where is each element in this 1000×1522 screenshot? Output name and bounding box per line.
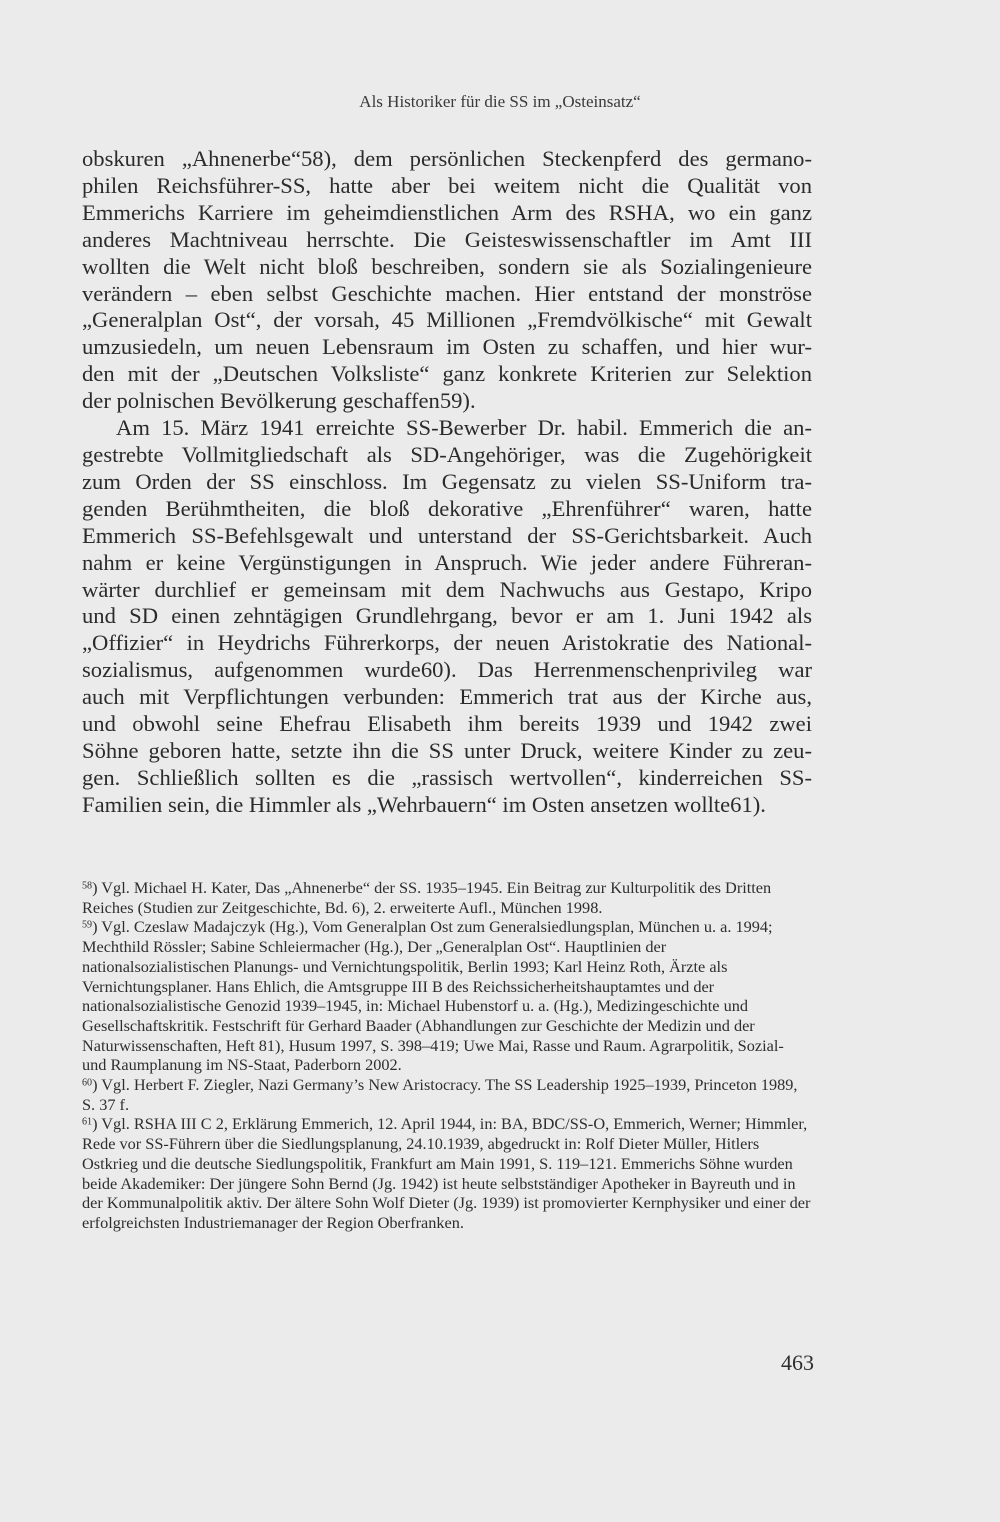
page-number: 463	[781, 1350, 814, 1375]
footnote	[82, 1075, 812, 1114]
body-line: Söhne geboren hatte, setzte ihn die SS unter Druck, weitere Kinder zu zeu-	[82, 737, 812, 763]
body-line: „Offizier“ in Heydrichs Führerkorps, der neuen Aristokratie des National-	[82, 630, 812, 656]
running-head: Als Historiker für die SS im „Osteinsatz“	[359, 92, 641, 111]
body-text	[82, 146, 812, 819]
footnote-text: ) Vgl. RSHA III C 2, Erklärung Emmerich, 12. April 1944, in: BA, BDC/SS-O, Emmerich, Werner; Himmler, Rede vor SS-Führern über die Siedlungsplanung, 24.10.1939, abgedruckt in: Rolf Dieter Müller, Hitlers Ostkrieg und die deutsche Siedlungspolitik, Frankfurt am Main 1991, S. 119–121. Emmerichs Söhne wurden beide Akademiker: Der jüngere Sohn Bernd (Jg. 1942) ist heute selbstständiger Apotheker in Bayreuth und in der Kommunalpolitik aktiv. Der ältere Sohn Wolf Dieter (Jg. 1939) ist promovierter Kernphysiker und einer der erfolgreichsten Industriemanager der Region Oberfranken.	[82, 1114, 811, 1232]
body-line: „Generalplan Ost“, der vorsah, 45 Millionen „Fremdvölkische“ mit Gewalt	[82, 307, 812, 333]
body-line: Emmerichs Karriere im geheimdienstlichen Arm des RSHA, wo ein ganz	[82, 199, 812, 225]
body-line: umzusiedeln, um neuen Lebensraum im Osten zu schaffen, und hier wur-	[82, 334, 812, 360]
footnote-text: ) Vgl. Czeslaw Madajczyk (Hg.), Vom Generalplan Ost zum Generalsiedlungsplan, München u. a. 1994; Mechthild Rössler; Sabine Schleiermacher (Hg.), Der „Generalplan Ost“. Hauptlinien der nationalsozialistischen Planungs- und Vernichtungspolitik, Berlin 1993; Karl Heinz Roth, Ärzte als Vernichtungsplaner. Hans Ehlich, die Amtsgruppe III B des Reichssicherheitshauptamtes und der nationalsozialistische Genozid 1939–1945, in: Michael Hubenstorf u. a. (Hg.), Medizingeschichte und Gesellschaftskritik. Festschrift für Gerhard Baader (Abhandlungen zur Geschichte der Medizin und der Naturwissenschaften, Heft 81), Husum 1997, S. 398–419; Uwe Mai, Rasse und Raum. Agrarpolitik, Sozial- und Raumplanung im NS-Staat, Paderborn 2002.	[82, 917, 784, 1075]
body-line: gen. Schließlich sollten es die „rassisch wertvollen“, kinderreichen SS-	[82, 764, 812, 790]
footnote-text: ) Vgl. Herbert F. Ziegler, Nazi Germany’s New Aristocracy. The SS Leadership 1925–1939, Princeton 1989, S. 37 f.	[82, 1075, 798, 1114]
body-line: genden Berühmtheiten, die bloß dekorative „Ehrenführer“ waren, hatte	[82, 495, 812, 521]
footnote	[82, 917, 812, 1075]
body-line: und obwohl seine Ehefrau Elisabeth ihm bereits 1939 und 1942 zwei	[82, 711, 812, 737]
body-line: den mit der „Deutschen Volksliste“ ganz konkrete Kriterien zur Selektion	[82, 361, 812, 387]
body-line: Am 15. März 1941 erreichte SS-Bewerber Dr. habil. Emmerich die an-	[116, 415, 812, 441]
body-line: philen Reichsführer-SS, hatte aber bei weitem nicht die Qualität von	[82, 172, 812, 198]
body-line: gestrebte Vollmitgliedschaft als SD-Angehöriger, was die Zugehörigkeit	[82, 441, 812, 467]
footnote-text: ) Vgl. Michael H. Kater, Das „Ahnenerbe“ der SS. 1935–1945. Ein Beitrag zur Kulturpolitik des Dritten Reiches (Studien zur Zeitgeschichte, Bd. 6), 2. erweiterte Aufl., München 1998.	[82, 878, 772, 917]
body-line: wärter durchlief er gemeinsam mit dem Nachwuchs aus Gestapo, Kripo	[82, 576, 812, 602]
footnote	[82, 878, 812, 917]
footnote-number: 60	[82, 1077, 93, 1089]
body-line: und SD einen zehntägigen Grundlehrgang, bevor er am 1. Juni 1942 als	[82, 603, 812, 629]
body-line: nahm er keine Vergünstigungen in Anspruch. Wie jeder andere Führeran-	[82, 549, 812, 575]
footnotes	[82, 878, 812, 1233]
body-line: sozialismus, aufgenommen wurde60). Das Herrenmenschenprivileg war	[82, 657, 812, 683]
body-line: obskuren „Ahnenerbe“58), dem persönlichen Steckenpferd des germano-	[82, 146, 812, 171]
body-line: zum Orden der SS einschloss. Im Gegensatz zu vielen SS-Uniform tra-	[82, 468, 812, 494]
body-line: auch mit Verpflichtungen verbunden: Emmerich trat aus der Kirche aus,	[82, 684, 812, 710]
body-line: der polnischen Bevölkerung geschaffen59).	[82, 388, 476, 414]
body-line: Emmerich SS-Befehlsgewalt und unterstand der SS-Gerichtsbarkeit. Auch	[82, 522, 812, 548]
body-line: wollten die Welt nicht bloß beschreiben, sondern sie als Sozialingenieure	[82, 253, 812, 279]
footnote-number: 61	[82, 1116, 93, 1128]
footnote-number: 58	[82, 880, 93, 892]
footnote	[82, 1114, 812, 1232]
body-line: verändern – eben selbst Geschichte machen. Hier entstand der monströse	[82, 280, 812, 306]
footnote-number: 59	[82, 919, 93, 931]
body-line: Familien sein, die Himmler als „Wehrbauern“ im Osten ansetzen wollte61).	[82, 791, 766, 817]
body-line: anderes Machtniveau herrschte. Die Geisteswissenschaftler im Amt III	[82, 226, 812, 252]
